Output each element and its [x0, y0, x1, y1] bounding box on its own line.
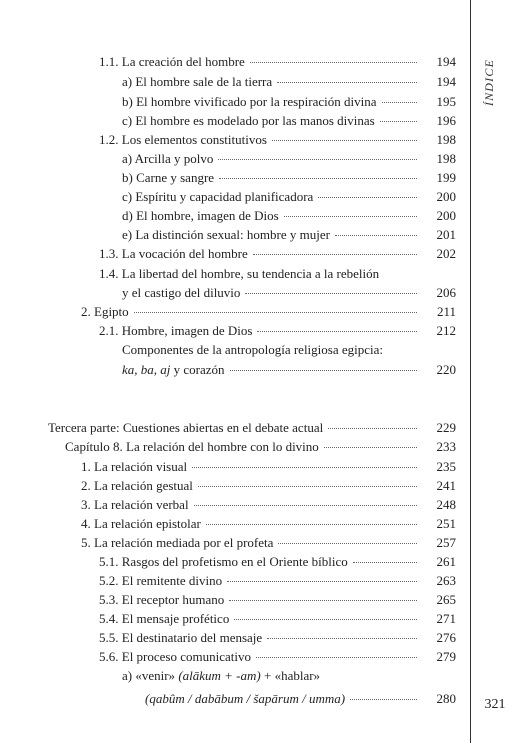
running-head-text: ÍNDICE: [482, 58, 497, 106]
toc-entry: a) Arcilla y polvo 198: [122, 151, 456, 166]
toc-entry: 5.6. El proceso comunicativo 279: [99, 649, 456, 664]
toc-entry: b) Carne y sangre 199: [122, 170, 456, 185]
toc-entry: 5.1. Rasgos del profetismo en el Oriente bíblico 261: [99, 554, 456, 569]
toc-entry: a) El hombre sale de la tierra 194: [122, 74, 456, 89]
toc-entry: Tercera parte: Cuestiones abiertas en el debate actual 229: [48, 420, 456, 435]
page-number: 321: [484, 697, 506, 712]
toc-entry: ka, ba, aj y corazón 220: [122, 362, 456, 377]
toc-entry: 5.5. El destinatario del mensaje 276: [99, 630, 456, 645]
toc-entry: 5.2. El remitente divino 263: [99, 573, 456, 588]
toc-entry: 2. La relación gestual 241: [81, 478, 456, 493]
toc-entry: b) El hombre vivificado por la respiración divina 195: [122, 94, 456, 109]
toc-entry: 1.1. La creación del hombre 194: [99, 54, 456, 69]
toc-entry: 1.2. Los elementos constitutivos 198: [99, 132, 456, 147]
toc-entry: c) Espíritu y capacidad planificadora 200: [122, 189, 456, 204]
toc-entry: 5.4. El mensaje profético 271: [99, 611, 456, 626]
toc-entry: e) La distinción sexual: hombre y mujer 201: [122, 227, 456, 242]
toc-entry: 5. La relación mediada por el profeta 257: [81, 535, 456, 550]
toc-entry: 5.3. El receptor humano 265: [99, 592, 456, 607]
toc-entry: 4. La relación epistolar 251: [81, 516, 456, 531]
toc-entry: 2.1. Hombre, imagen de Dios 212: [99, 323, 456, 338]
toc-entry: 1. La relación visual 235: [81, 459, 456, 474]
toc-entry: d) El hombre, imagen de Dios 200: [122, 208, 456, 223]
toc-entry: a) «venir» (alākum + -am) + «hablar»: [122, 668, 321, 683]
toc-entry: Componentes de la antropología religiosa egipcia:: [122, 342, 384, 357]
toc-entry: Capítulo 8. La relación del hombre con lo divino 233: [65, 439, 456, 454]
toc-entry: c) El hombre es modelado por las manos divinas 196: [122, 113, 456, 128]
running-head: [470, 40, 510, 124]
toc-entry: y el castigo del diluvio 206: [122, 285, 456, 300]
toc-entry: 3. La relación verbal 248: [81, 497, 456, 512]
toc-entry: 1.3. La vocación del hombre 202: [99, 246, 456, 261]
toc-entry: 1.4. La libertad del hombre, su tendencia a la rebelión: [99, 266, 380, 281]
toc-entry: 2. Egipto 211: [81, 304, 456, 319]
toc-entry: (qabûm / dabābum / šapārum / umma) 280: [145, 691, 456, 706]
